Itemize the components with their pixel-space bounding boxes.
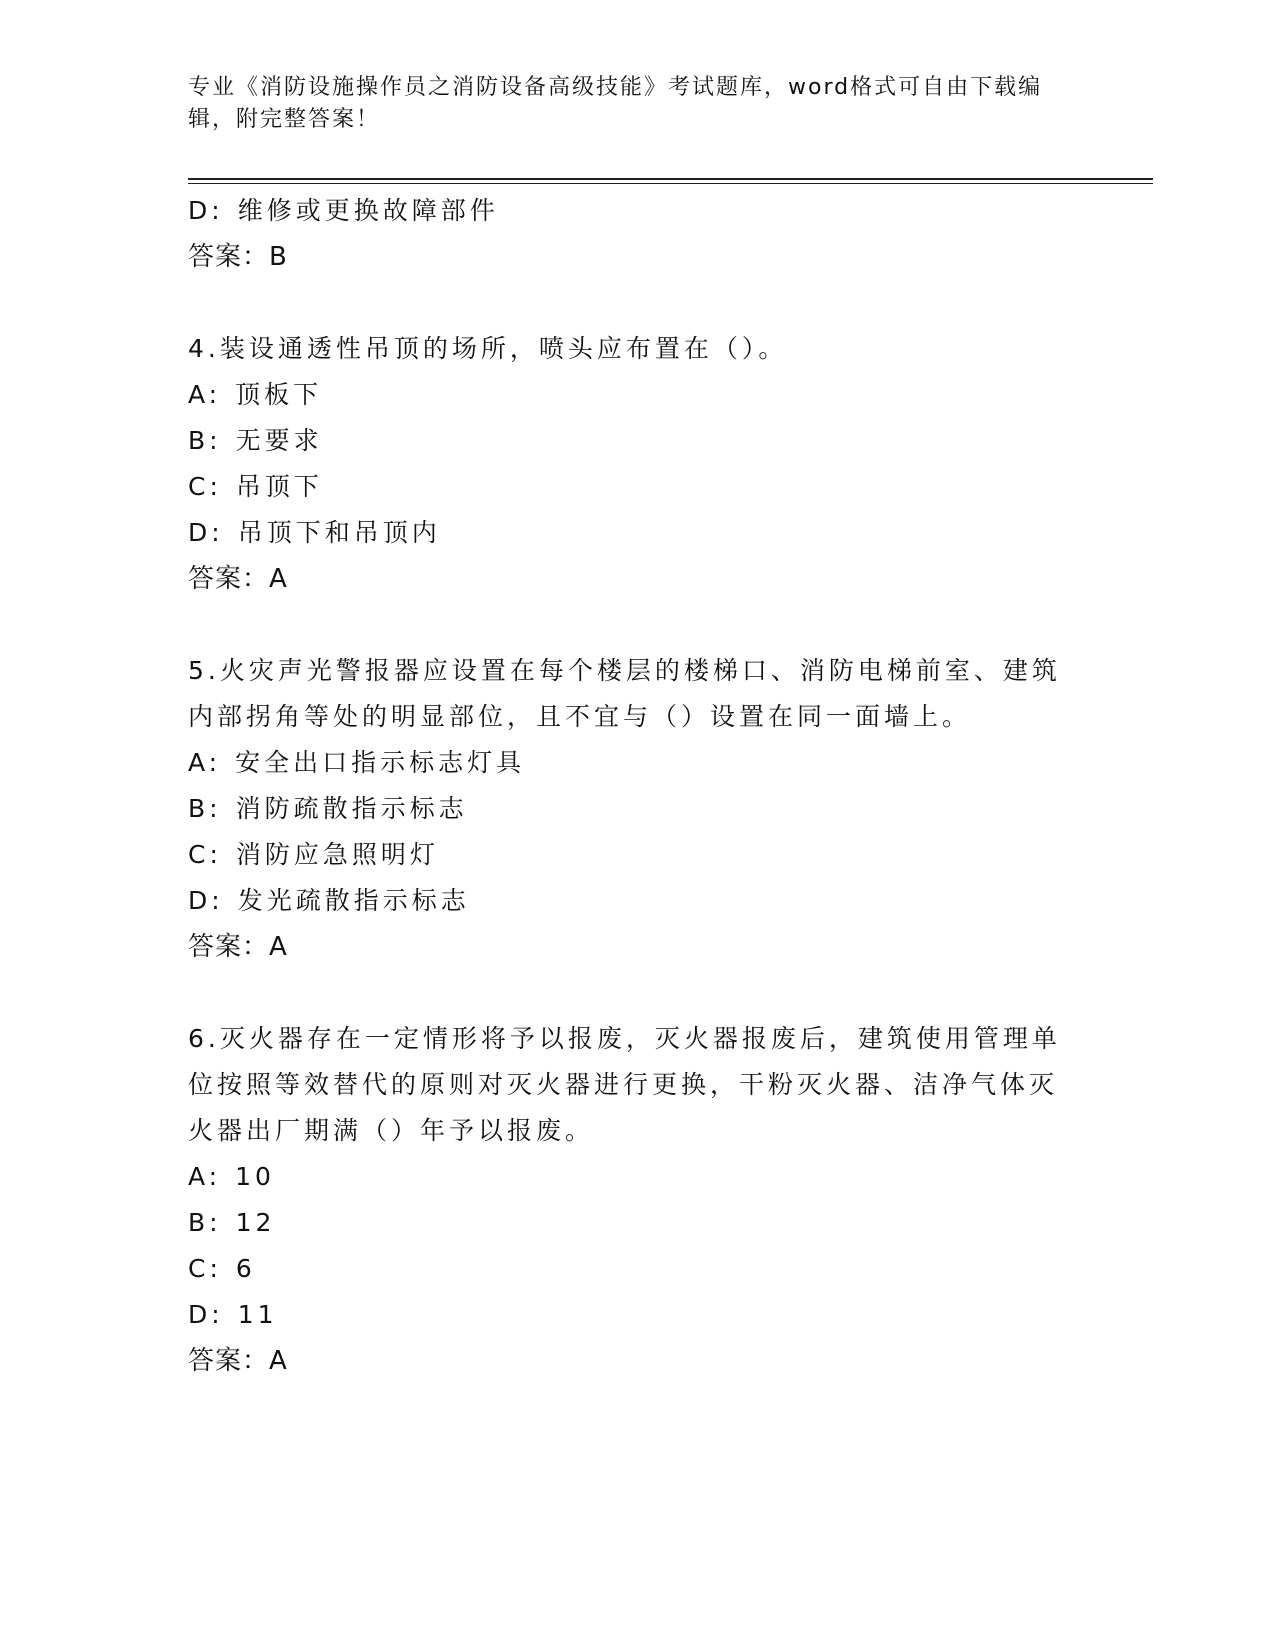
prev-option-d [188, 188, 1068, 234]
header-rule-thin [188, 183, 1153, 184]
option-key: D: [188, 886, 224, 915]
option-b [188, 418, 1068, 464]
question-stem: 4.装设通透性吊顶的场所，喷头应布置在（）。 [188, 334, 788, 363]
answer: 答案：A [188, 1346, 288, 1376]
option-text: 顶板下 [235, 380, 323, 409]
question-stem: 6.灭火器存在一定情形将予以报废，灭火器报废后，建筑使用管理单位按照等效替代的原则对灭火器进行更换，干粉灭火器、洁净气体灭火器出厂期满（）年予以报废。 [188, 1024, 1061, 1145]
option-text: 吊顶下和吊顶内 [237, 518, 441, 547]
option-a [188, 740, 1068, 786]
option-key: C: [188, 1254, 222, 1283]
option-d [188, 1292, 1068, 1338]
option-text: 安全出口指示标志灯具 [235, 748, 526, 777]
option-text: 12 [235, 1208, 276, 1237]
option-text: 吊顶下 [235, 472, 323, 501]
option-text: 6 [235, 1254, 256, 1283]
option-d [188, 510, 1068, 556]
option-a [188, 1154, 1068, 1200]
answer: 答案：A [188, 564, 288, 594]
question-content [188, 188, 1068, 1384]
option-c [188, 464, 1068, 510]
question-stem: 5.火灾声光警报器应设置在每个楼层的楼梯口、消防电梯前室、建筑内部拐角等处的明显部位，且不宜与（）设置在同一面墙上。 [188, 656, 1061, 731]
option-key: D: [188, 196, 224, 225]
option-text: 消防应急照明灯 [235, 840, 439, 869]
option-d [188, 878, 1068, 924]
option-text: 10 [235, 1162, 275, 1191]
option-key: B: [188, 426, 222, 455]
option-key: C: [188, 840, 222, 869]
header-rule-thick [188, 178, 1153, 180]
option-text: 无要求 [235, 426, 323, 455]
option-a [188, 372, 1068, 418]
option-key: A: [188, 748, 222, 777]
option-key: B: [188, 1208, 222, 1237]
option-text: 发光疏散指示标志 [237, 886, 470, 915]
option-key: D: [188, 1300, 224, 1329]
option-b [188, 1200, 1068, 1246]
option-b [188, 786, 1068, 832]
option-c [188, 832, 1068, 878]
option-text: 消防疏散指示标志 [235, 794, 468, 823]
option-text: 维修或更换故障部件 [237, 196, 499, 225]
answer: 答案：A [188, 932, 288, 962]
option-key: A: [188, 380, 222, 409]
option-key: C: [188, 472, 222, 501]
document-header: 专业《消防设施操作员之消防设备高级技能》考试题库，word格式可自由下载编辑，附完整答案！ [188, 75, 1043, 132]
option-text: 11 [237, 1300, 278, 1329]
option-key: B: [188, 794, 222, 823]
option-key: D: [188, 518, 224, 547]
prev-answer: 答案：B [188, 242, 288, 272]
option-key: A: [188, 1162, 222, 1191]
option-c [188, 1246, 1068, 1292]
